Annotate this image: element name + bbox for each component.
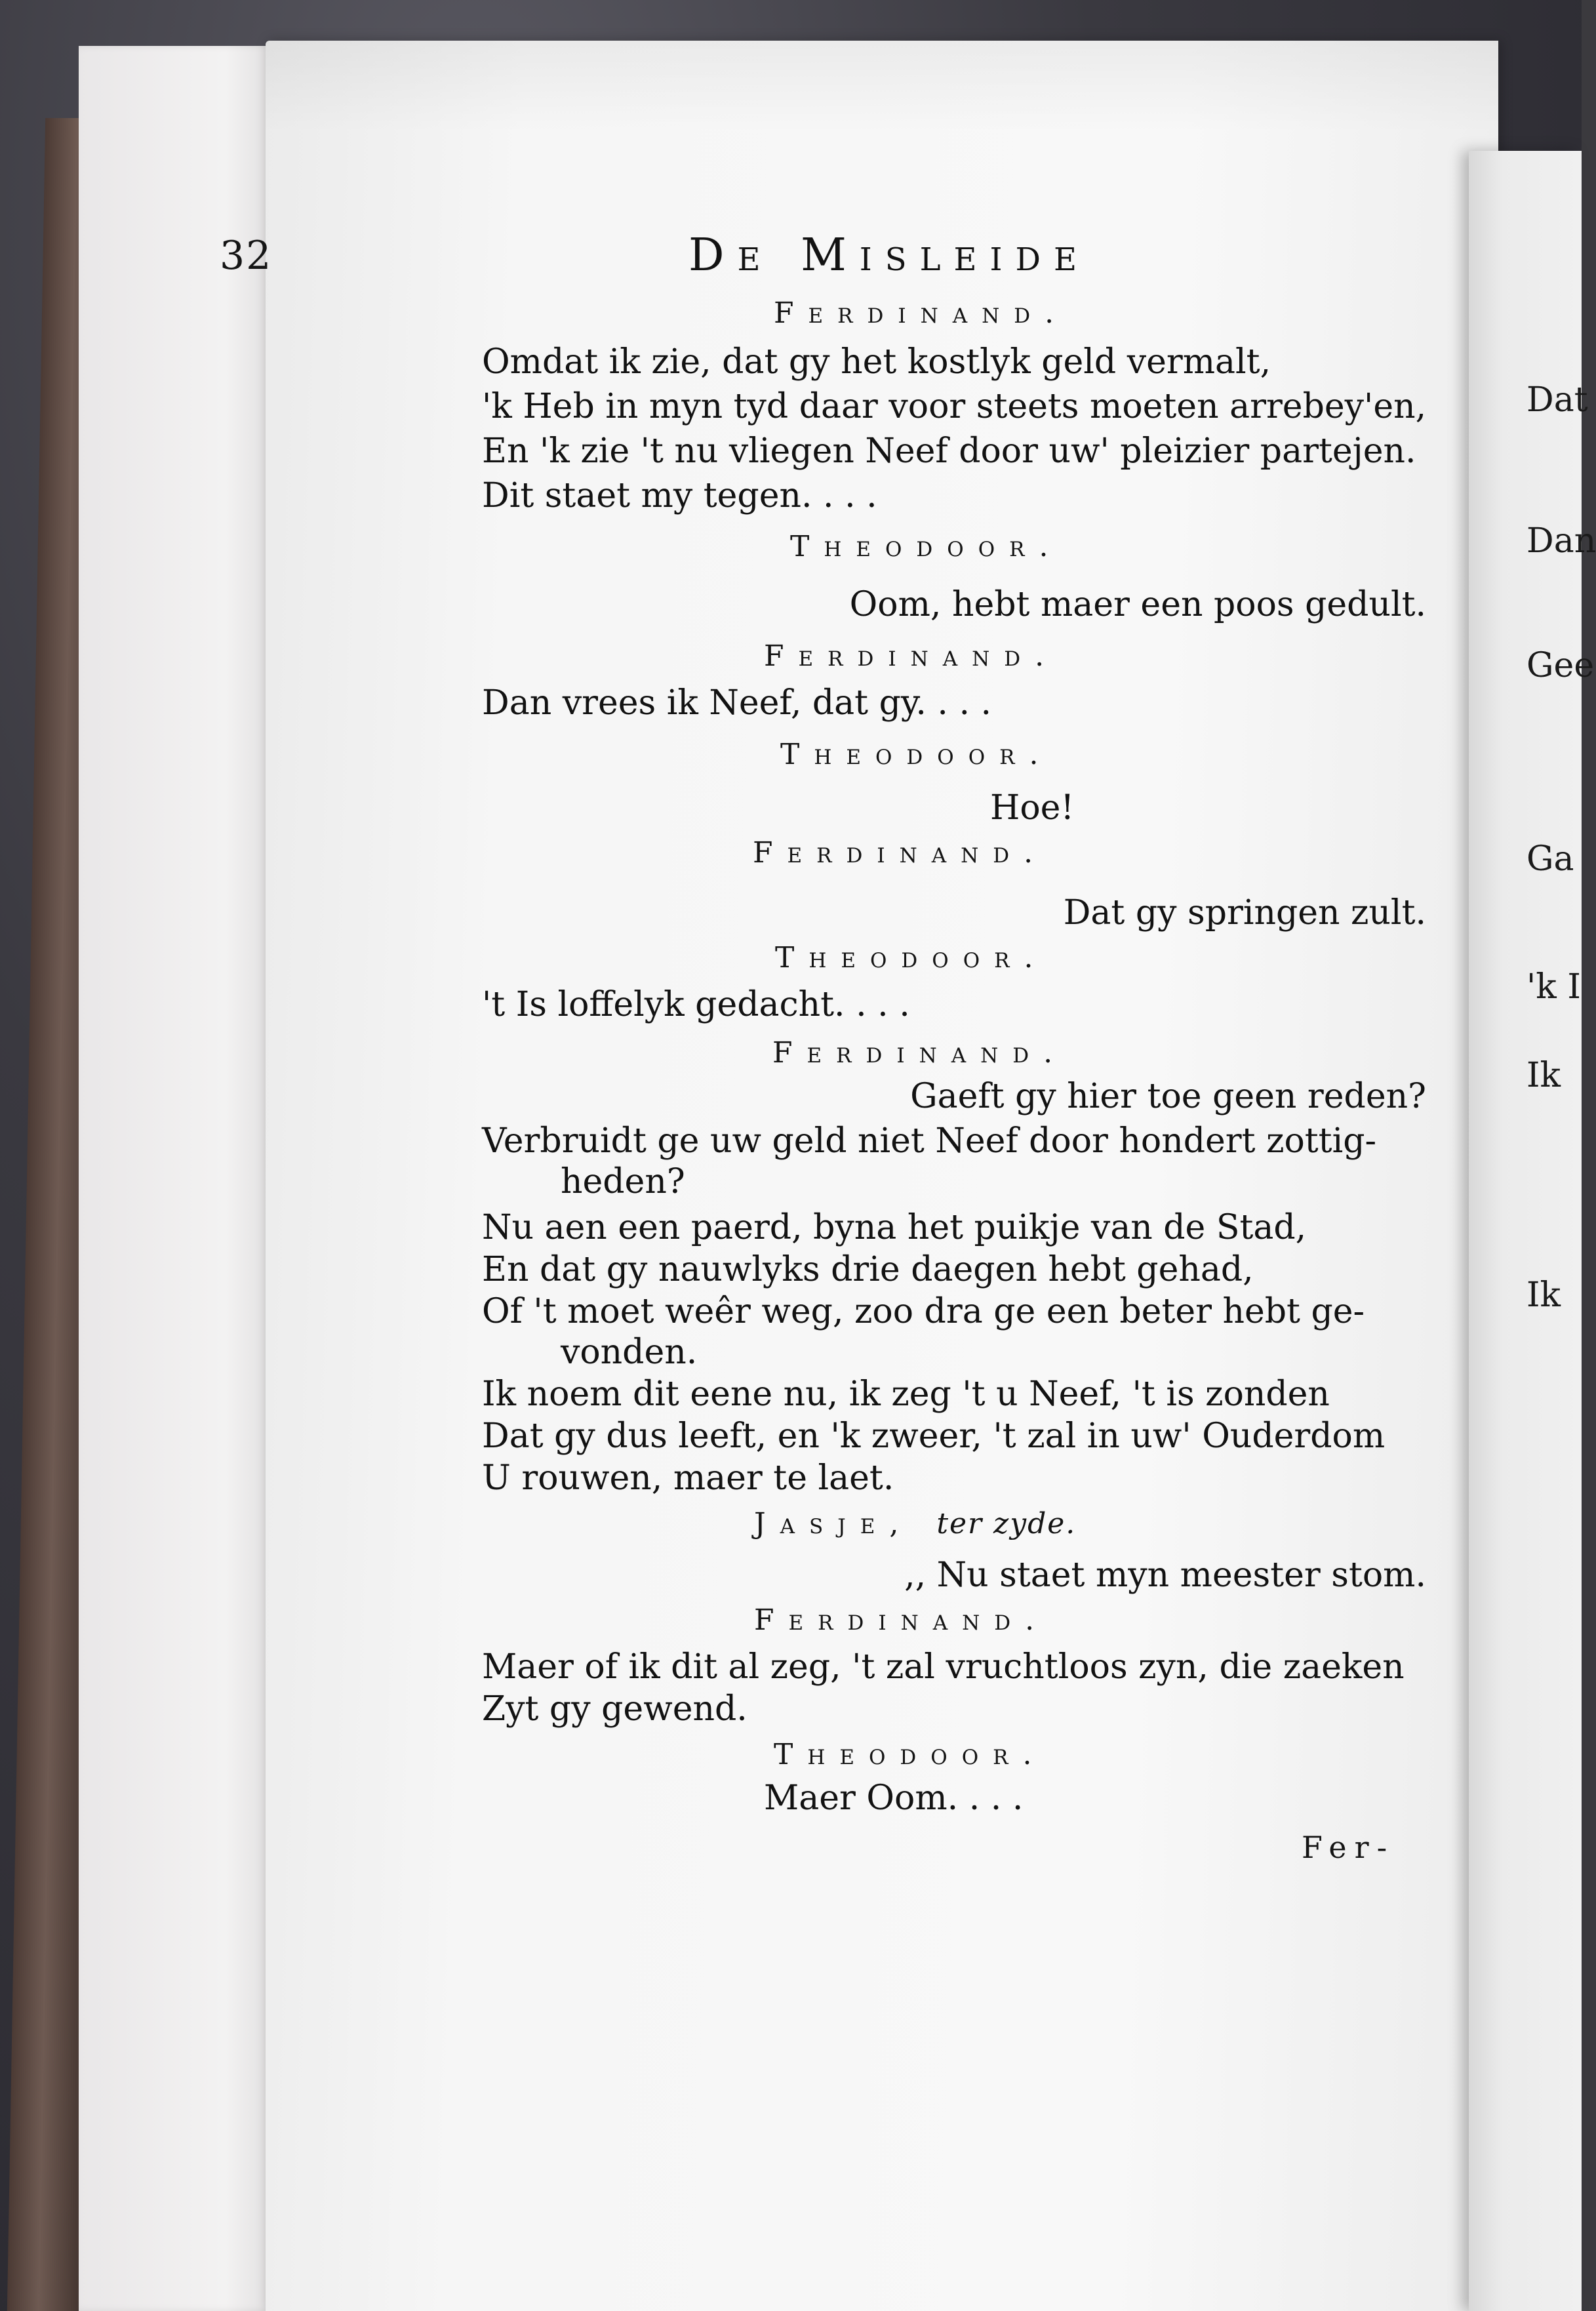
speaker-label: Theodoor. xyxy=(775,941,1048,975)
verse-line: Nu aen een paerd, byna het puikje van de Stad, xyxy=(482,1208,1307,1247)
stage-direction: ter zyde. xyxy=(936,1507,1077,1540)
verse-line: Dit staet my tegen. . . . xyxy=(482,476,877,515)
verse-line: Of 't moet weêr weg, zoo dra ge een beter hebt ge- xyxy=(482,1292,1365,1331)
verse-line: Gaeft gy hier toe geen reden? xyxy=(910,1077,1426,1116)
speaker-label: Ferdinand. xyxy=(774,296,1069,330)
speaker-label: Theodoor. xyxy=(780,738,1053,771)
facing-page-edge xyxy=(1469,151,1582,2311)
speaker-label: Ferdinand. xyxy=(772,1036,1067,1070)
verse-line: Ik noem dit eene nu, ik zeg 't u Neef, 't is zonden xyxy=(482,1375,1330,1414)
speaker-label: Theodoor. xyxy=(790,530,1063,563)
verse-line: 't Is loffelyk gedacht. . . . xyxy=(482,985,910,1024)
facing-page-word: Dat xyxy=(1526,380,1588,420)
verse-line: Dat gy dus leeft, en 'k zweer, 't zal in uw' Ouderdom xyxy=(482,1417,1386,1456)
page-number: 32 xyxy=(220,233,273,279)
verse-line: En 'k zie 't nu vliegen Neef door uw' pleizier partejen. xyxy=(482,432,1416,471)
verse-line: En dat gy nauwlyks drie daegen hebt gehad, xyxy=(482,1250,1254,1289)
verse-line: ,, Nu staet myn meester stom. xyxy=(904,1556,1426,1595)
verse-line: Hoe! xyxy=(990,788,1075,828)
facing-page-word: 'k I xyxy=(1526,967,1581,1007)
verse-line: Dan vrees ik Neef, dat gy. . . . xyxy=(482,683,992,723)
facing-page-word: Dan xyxy=(1526,521,1596,561)
verse-line: Maer of ik dit al zeg, 't zal vruchtloos zyn, die zaeken xyxy=(482,1647,1405,1687)
verse-line: Verbruidt ge uw geld niet Neef door hondert zottig- xyxy=(482,1121,1377,1161)
preceding-page-edge xyxy=(79,46,290,2311)
facing-page-word: Gee xyxy=(1526,646,1595,685)
verse-line: vonden. xyxy=(561,1333,698,1372)
verse-line: Oom, hebt maer een poos gedult. xyxy=(849,585,1426,624)
verse-line: heden? xyxy=(561,1162,685,1201)
verse-line: Dat gy springen zult. xyxy=(1063,893,1426,933)
catchword: Fer- xyxy=(1302,1830,1395,1865)
facing-page-word: Ik xyxy=(1526,1276,1561,1315)
verse-line: 'k Heb in myn tyd daar voor steets moeten arrebey'en, xyxy=(482,387,1427,426)
running-title: De Misleide xyxy=(688,230,1090,281)
verse-line: Omdat ik zie, dat gy het kostlyk geld vermalt, xyxy=(482,342,1271,382)
speaker-label: Theodoor. xyxy=(774,1738,1047,1771)
speaker-label: Ferdinand. xyxy=(753,836,1048,870)
speaker-label: Ferdinand. xyxy=(764,639,1059,673)
facing-page-word: Ga xyxy=(1526,839,1574,879)
verse-line: Maer Oom. . . . xyxy=(764,1778,1024,1818)
verse-line: Zyt gy gewend. xyxy=(482,1689,748,1729)
speaker-label: Jasje, ter zyde. xyxy=(754,1507,1077,1540)
facing-page-word: Ik xyxy=(1526,1056,1561,1095)
verse-line: U rouwen, maer te laet. xyxy=(482,1458,894,1498)
speaker-label: Ferdinand. xyxy=(754,1603,1049,1637)
